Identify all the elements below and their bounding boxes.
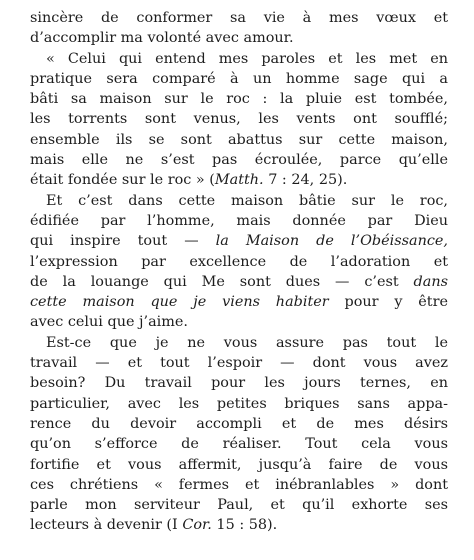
text-run: « Celui qui entend mes paroles et les met en xyxy=(46,50,448,67)
paragraph-p4 xyxy=(30,333,448,536)
text-line xyxy=(30,272,448,292)
text-run: l’expression par excellence de l’adoration et xyxy=(30,253,448,270)
text-line xyxy=(30,211,448,231)
text-line xyxy=(30,394,448,414)
text-line xyxy=(30,150,448,170)
text-line xyxy=(30,69,448,89)
text-line xyxy=(30,434,448,454)
text-line xyxy=(30,191,448,211)
text-run: 7 : 24, 25). xyxy=(263,172,348,189)
text-line xyxy=(30,109,448,129)
text-run: pratique sera comparé à un homme sage qui a xyxy=(30,70,448,87)
text-line xyxy=(30,455,448,475)
text-run: travail — et tout l’espoir — dont vous avez xyxy=(30,355,448,372)
text-line xyxy=(30,28,448,48)
text-run: particulier, avec les petites briques sans appa- xyxy=(30,395,448,412)
italic-text: Matth. xyxy=(214,172,264,189)
text-line xyxy=(30,333,448,353)
paragraph-p2 xyxy=(30,49,448,191)
text-line xyxy=(30,89,448,109)
text-run: qu’on s’efforce de réaliser. Tout cela vous xyxy=(30,436,448,453)
text-line xyxy=(30,252,448,272)
text-run: pour y être xyxy=(328,294,448,311)
text-line xyxy=(30,49,448,69)
text-line xyxy=(30,475,448,495)
paragraph-p1 xyxy=(30,8,448,49)
text-run: qui inspire tout — xyxy=(30,233,216,250)
text-line xyxy=(30,515,448,535)
text-run: édifiée par l’homme, mais donnée par Dieu xyxy=(30,212,448,229)
text-line xyxy=(30,130,448,150)
paragraph-p3 xyxy=(30,191,448,333)
italic-text: cette maison que je viens habiter xyxy=(30,294,329,311)
text-line xyxy=(30,8,448,28)
text-run: mais elle ne s’est pas écroulée, parce qu’elle xyxy=(30,152,448,169)
text-run: ensemble ils se sont abattus sur cette maison, xyxy=(30,131,448,148)
text-run: Est-ce que je ne vous assure pas tout le xyxy=(46,334,448,351)
text-run: Et c’est dans cette maison bâtie sur le roc, xyxy=(46,192,448,209)
text-run: avec celui que j’aime. xyxy=(30,314,189,331)
italic-text: dans xyxy=(413,273,448,290)
italic-text: Cor. xyxy=(182,517,212,534)
text-run: bâti sa maison sur le roc : la pluie est tombée, xyxy=(30,91,448,108)
text-run: parle mon serviteur Paul, et qu’il exhorte ses xyxy=(30,497,448,514)
text-line xyxy=(30,495,448,515)
text-run: sincère de conformer sa vie à mes vœux et xyxy=(30,10,448,26)
text-run: fortifie et vous affermit, jusqu’à faire de vous xyxy=(30,456,448,473)
text-run: de la louange qui Me sont dues — c’est xyxy=(30,273,414,290)
text-line xyxy=(30,373,448,393)
italic-text: la Maison de l’Obéissance, xyxy=(215,233,449,250)
text-line xyxy=(30,170,448,190)
text-run: besoin? Du travail pour les jours ternes, en xyxy=(30,375,448,392)
text-line xyxy=(30,353,448,373)
document-page xyxy=(30,8,448,536)
text-run: lecteurs à devenir (I xyxy=(30,517,183,534)
text-line xyxy=(30,414,448,434)
text-line xyxy=(30,231,448,251)
text-run: était fondée sur le roc » ( xyxy=(30,172,215,189)
text-run: d’accomplir ma volonté avec amour. xyxy=(30,30,294,47)
text-run: ces chrétiens « fermes et inébranlables » dont xyxy=(30,476,448,493)
text-line xyxy=(30,292,448,312)
text-line xyxy=(30,312,448,332)
text-run: les torrents sont venus, les vents ont soufflé; xyxy=(30,111,448,128)
text-run: 15 : 58). xyxy=(211,517,278,534)
text-run: rence du devoir accompli et de mes désirs xyxy=(30,415,448,432)
